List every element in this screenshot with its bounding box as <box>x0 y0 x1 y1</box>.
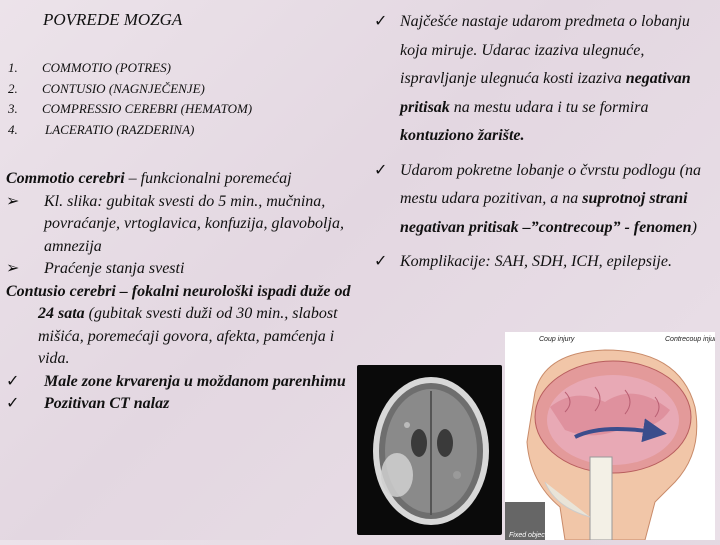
commotio-heading <box>6 168 356 191</box>
check-icon: ✓ <box>6 372 20 390</box>
injury-list <box>8 58 252 140</box>
check-icon: ✓ <box>6 395 20 412</box>
bold-run: suprotnoj strani negativan pritisak –”contrecoup” - fenomen <box>400 190 692 236</box>
bold-run: kontuziono žarište. <box>400 127 525 144</box>
list-text: COMPRESSIO CEREBRI (HEMATOM) <box>42 101 253 116</box>
text-run: Udarom pokretne lobanje o čvrstu podlogu (na mestu udara pozitivan, a na <box>400 161 701 207</box>
right-column <box>374 8 712 277</box>
bullet-text: Kl. slika: gubitak svesti do 5 min., mučnina, povraćanje, vrtoglavica, konfuzija, glavobolja, amnezija <box>44 192 344 255</box>
right-bullet-1 <box>374 8 712 151</box>
coup-contrecoup-diagram <box>505 332 715 540</box>
contusio-check <box>6 393 356 416</box>
check-text: Pozitivan CT nalaz <box>44 395 170 412</box>
list-item <box>8 79 252 100</box>
contrecoup-label: Contrecoup injury <box>665 336 715 343</box>
list-item <box>8 120 252 141</box>
bullet-text <box>400 157 712 243</box>
contusio-check <box>6 371 356 394</box>
list-item <box>8 99 252 120</box>
fixed-object-label: Fixed object <box>509 532 547 539</box>
left-column <box>6 168 356 416</box>
list-number: 1. <box>8 60 18 75</box>
head-injury-illustration <box>505 332 715 540</box>
bold-run: negativan pritisak <box>400 70 691 116</box>
check-icon: ✓ <box>374 253 388 270</box>
right-bullet-2 <box>374 157 712 243</box>
right-bullet-3 <box>374 248 712 277</box>
list-number: 2. <box>8 80 18 96</box>
list-item <box>8 58 252 79</box>
bullet-text: Praćenje stanja svesti <box>44 260 185 277</box>
commotio-desc: – funkcionalni poremećaj <box>124 170 292 187</box>
check-icon: ✓ <box>374 161 388 179</box>
commotio-bullet <box>6 191 356 259</box>
arrow-bullet-icon: ➢ <box>6 260 20 277</box>
ct-scan-graphic <box>357 365 502 535</box>
commotio-term: Commotio cerebri <box>6 170 125 187</box>
text-run: Najčešće nastaje udarom predmeta o lobanju koja miruje. Udarac izaziva ulegnuće, ispravljanje ulegnuća kosti izaziva <box>400 13 690 87</box>
bullet-text <box>400 8 712 151</box>
list-text: COMMOTIO (POTRES) <box>42 60 171 75</box>
list-number: 3. <box>8 101 18 116</box>
check-icon: ✓ <box>374 13 388 30</box>
arrow-bullet-icon: ➢ <box>6 192 20 210</box>
list-number: 4. <box>8 121 18 137</box>
list-text: CONTUSIO (NAGNJEČENJE) <box>42 80 205 96</box>
list-text: LACERATIO (RAZDERINA) <box>45 121 195 137</box>
ct-scan-image <box>357 365 502 535</box>
contusio-desc-bold: – fokalni neurološki ispadi duže od 24 sata <box>38 282 351 322</box>
contusio-desc: (gubitak svesti duži od 30 min., slabost mišića, poremećaji govora, afekta, pamćenja i vida. <box>38 305 338 367</box>
commotio-bullet <box>6 258 356 281</box>
page-title: POVREDE MOZGA <box>43 10 183 29</box>
contusio-heading <box>6 281 356 371</box>
bullet-text: Komplikacije: SAH, SDH, ICH, epilepsije. <box>400 253 672 270</box>
check-text: Male zone krvarenja u moždanom parenhimu <box>44 372 346 390</box>
coup-label: Coup injury <box>539 336 575 343</box>
text-run: na mestu udara i tu se formira <box>449 98 649 116</box>
contusio-term: Contusio cerebri <box>6 282 116 300</box>
text-run: ) <box>691 218 697 236</box>
